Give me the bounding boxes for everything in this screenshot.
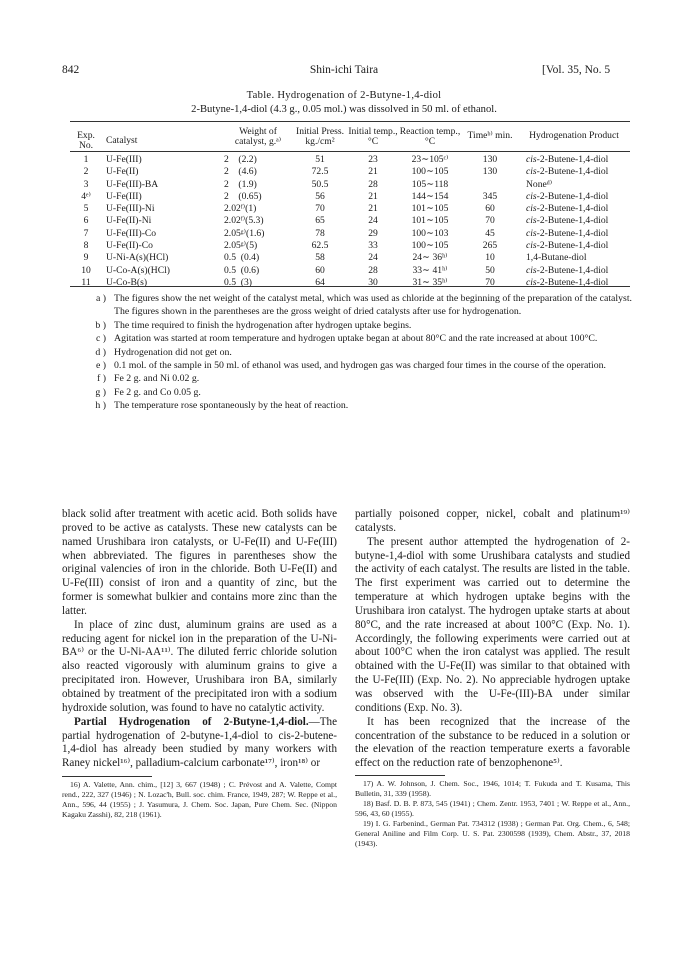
header-pressure: Initial Press. kg./cm²	[296, 126, 344, 147]
row-reaction-temp: 23∼105ᶜ⁾	[411, 154, 449, 165]
footnote-17: 17) A. W. Johnson, J. Chem. Soc., 1946, 1014; T. Fukuda and T. Kusama, This Bulletin, 31, 339 (1958).	[355, 779, 630, 799]
row-exp-no: 3	[83, 178, 89, 190]
row-reaction-temp: 144∼154	[411, 190, 449, 202]
paragraph: partially poisoned copper, nickel, cobalt and platinum¹⁹⁾ catalysts.	[355, 508, 630, 534]
row-catalyst: U-Co-A(s)(HCl)	[106, 264, 170, 276]
header-catalyst: Catalyst	[106, 135, 138, 146]
header-exp-no: Exp. No.	[77, 130, 95, 151]
row-weight: 2 (2.2)	[224, 154, 257, 165]
table-notes	[80, 292, 632, 413]
row-time: 50	[485, 264, 495, 276]
table-row	[70, 215, 630, 227]
row-initial-temp: 29	[368, 227, 378, 239]
note-key: f )	[97, 373, 106, 385]
table-row	[70, 203, 630, 215]
row-product: 1,4-Butane-diol	[526, 252, 587, 264]
row-catalyst: U-Co-B(s)	[106, 276, 148, 288]
table-note	[80, 319, 632, 332]
row-pressure: 64	[315, 276, 325, 288]
row-weight: 2.02ᶠ⁾(5.3)	[224, 215, 264, 227]
row-time: 60	[485, 203, 495, 215]
row-reaction-temp: 101∼105	[411, 203, 449, 215]
table-row	[70, 154, 630, 166]
note-text: 0.1 mol. of the sample in 50 ml. of ethanol was used, and hydrogen gas was charged four times in the course of the operation.	[114, 360, 606, 372]
row-initial-temp: 30	[368, 276, 378, 288]
row-exp-no: 7	[83, 227, 89, 239]
note-key: b )	[95, 319, 106, 331]
row-pressure: 60	[315, 264, 325, 276]
note-key: d )	[95, 346, 106, 358]
row-catalyst: U-Fe(III)-BA	[106, 178, 159, 190]
row-reaction-temp: 100∼103	[411, 227, 449, 239]
footnote-rule	[355, 775, 445, 776]
row-reaction-temp: 100∼105	[411, 166, 449, 178]
row-time: 130	[482, 154, 498, 165]
table-header-row	[70, 127, 630, 152]
row-initial-temp: 24	[368, 215, 378, 227]
row-exp-no: 2	[83, 166, 89, 178]
table-row	[70, 179, 630, 191]
row-weight: 2.02ᶠ⁾(1)	[224, 203, 257, 215]
footnote-16: 16) A. Valette, Ann. chim., [12] 3, 667 (1948) ; C. Prévost and A. Valette, Compt rend., 222, 327 (1946) ; N. Lozac'h, Bull. soc. chim. France, 1949, 287; W. Reppe et al., Ann., 596, 44 (1955) ; J. Yasumura, J. Chem. Soc. Japan, Pure Chem. Sec. (Nippon Kagaku Zasshi), 82, 218 (1961).	[62, 780, 337, 820]
note-key: g )	[95, 386, 106, 398]
row-product: cis-2-Butene-1,4-diol	[526, 203, 609, 215]
row-initial-temp: 21	[368, 190, 378, 202]
note-key: c )	[95, 333, 106, 345]
table-note	[80, 332, 632, 345]
row-exp-no: 5	[83, 203, 89, 215]
table-top-rule	[70, 121, 630, 122]
row-initial-temp: 23	[368, 154, 378, 165]
note-key: e )	[95, 360, 106, 372]
row-pressure: 58	[315, 252, 325, 264]
table-title: Table. Hydrogenation of 2-Butyne-1,4-diol	[246, 90, 442, 101]
row-weight: 2 (1.9)	[224, 178, 257, 190]
note-text: Agitation was started at room temperature and hydrogen uptake began at about 80°C and the rate increased at about 100°C.	[114, 333, 598, 345]
row-reaction-temp: 33∼ 41ʰ⁾	[412, 264, 448, 276]
row-initial-temp: 21	[368, 203, 378, 215]
row-pressure: 51	[315, 154, 325, 165]
row-reaction-temp: 24∼ 36ʰ⁾	[412, 252, 448, 264]
row-product: cis-2-Butene-1,4-diol	[526, 166, 609, 178]
row-initial-temp: 21	[368, 166, 378, 178]
hydrogenation-table	[70, 127, 630, 289]
table-note	[80, 372, 632, 385]
row-reaction-temp: 31∼ 35ʰ⁾	[412, 276, 448, 288]
row-exp-no: 8	[83, 240, 89, 252]
row-product: cis-2-Butene-1,4-diol	[526, 276, 609, 288]
row-product: Noneᵈ⁾	[526, 178, 553, 190]
table-note	[80, 359, 632, 372]
row-weight: 2 (4.6)	[224, 166, 257, 178]
table-subcaption: 2-Butyne-1,4-diol (4.3 g., 0.05 mol.) was dissolved in 50 ml. of ethanol.	[191, 104, 497, 115]
row-catalyst: U-Fe(II)	[106, 166, 139, 178]
paragraph: In place of zinc dust, aluminum grains are used as a reducing agent for nickel ion in the preparation of the U-Ni-BA⁶⁾ or the U-Ni-AA¹¹⁾. The diluted ferric chloride solution also reacted vigorously with aluminum grains to give a precipitated iron. However, Urushibara iron BA, similarly obtained by treatment of the precipitated iron with a sodium hydroxide solution, was found to have no catalytic activity.	[62, 618, 337, 714]
row-time: 10	[485, 252, 495, 264]
page-number: 842	[62, 64, 80, 76]
row-initial-temp: 33	[368, 240, 378, 252]
row-pressure: 62.5	[311, 240, 329, 252]
table-row	[70, 252, 630, 264]
row-exp-no: 4ᵉ⁾	[81, 190, 91, 202]
table-note	[80, 399, 632, 412]
row-pressure: 78	[315, 227, 325, 239]
header-initial-temp: Initial temp., °C	[348, 126, 398, 147]
paragraph: black solid after treatment with acetic acid. Both solids have proved to be active as catalysts. These new catalysts can be named Urushibara iron catalysts, or U-Fe(II) and U-Fe(III) when abbreviated. The figures in parentheses show the original valencies of iron in the chloride. Both U-Fe(II) and U-Fe(III) consist of iron and a quantity of zinc, but the former is somewhat bulkier and contains more zinc than the latter.	[62, 508, 337, 617]
row-initial-temp: 28	[368, 264, 378, 276]
row-time: 70	[485, 215, 495, 227]
row-exp-no: 10	[81, 264, 91, 276]
volume-info: [Vol. 35, No. 5	[542, 64, 611, 76]
note-text: Fe 2 g. and Co 0.05 g.	[114, 386, 201, 398]
row-reaction-temp: 101∼105	[411, 215, 449, 227]
footnote-19: 19) I. G. Farbenind., German Pat. 734312 (1938) ; German Pat. Org. Chem., 6, 548; General Aniline and Film Corp. U. S. Pat. 2300598 (1939), Chem. Abstr., 37, 2018 (1943).	[355, 819, 630, 849]
table-row	[70, 265, 630, 277]
table-row	[70, 277, 630, 289]
running-author: Shin-ichi Taira	[309, 64, 379, 76]
row-time: 265	[482, 240, 498, 252]
table-row	[70, 240, 630, 252]
row-initial-temp: 28	[368, 178, 378, 190]
paragraph: The present author attempted the hydrogenation of 2-butyne-1,4-diol with some Urushibara catalysts and studied the activity of each catalyst. The results are listed in the table. The first experiment was carried out to determine the temperature at which hydrogen uptake begins with the Urushibara iron catalyst. The hydrogen uptake starts at about 80°C, and the rate increased at about 100°C (Exp. No. 1). Accordingly, the following experiments were carried out at about 100°C when the iron catalyst was applied. The result obtained with the U-Fe(II) was similar to that obtained with the U-Fe(III) (Exp. No. 2). No appreciable hydrogen uptake was observed with the U-Fe-(III)-BA under similar conditions (Exp. No. 3).	[355, 535, 630, 714]
table-note	[80, 346, 632, 359]
row-time: 130	[482, 166, 498, 178]
paragraph: It has been recognized that the increase of the concentration of the substance to be reduced in a solution or the elevation of the reaction temperature exerts a favorable effect on the reduction rate of benzophenone⁵⁾.	[355, 715, 630, 770]
table-row	[70, 191, 630, 203]
row-exp-no: 1	[83, 154, 89, 165]
header-product: Hydrogenation Product	[529, 130, 619, 141]
row-pressure: 65	[315, 215, 325, 227]
row-catalyst: U-Fe(III)	[106, 154, 142, 165]
row-pressure: 70	[315, 203, 325, 215]
note-text: The time required to finish the hydrogenation after hydrogen uptake begins.	[114, 319, 412, 331]
row-catalyst: U-Fe(III)-Ni	[106, 203, 155, 215]
header-weight: Weight of catalyst, g.ᵃ⁾	[234, 126, 282, 147]
section-heading: Partial Hydrogenation of 2-Butyne-1,4-diol.	[74, 715, 309, 728]
row-product: cis-2-Butene-1,4-diol	[526, 154, 609, 165]
paragraph: —The partial hydrogenation of 2-butyne-1,4-diol to cis-2-butene-1,4-diol has already been studied by many workers with Raney nickel¹⁶⁾, palladium-calcium carbonate¹⁷⁾, iron¹⁸⁾ or	[62, 715, 337, 770]
row-weight: 2 (0.65)	[224, 190, 262, 202]
row-product: cis-2-Butene-1,4-diol	[526, 240, 609, 252]
row-exp-no: 11	[81, 276, 91, 288]
row-exp-no: 6	[83, 215, 89, 227]
table-row	[70, 166, 630, 178]
note-key: h )	[95, 400, 106, 412]
row-weight: 0.5 (3)	[224, 276, 252, 288]
footnote-18: 18) Basf. D. B. P. 873, 545 (1941) ; Chem. Zentr. 1953, 7401 ; W. Reppe et al., Ann., 596, 43, 60 (1955).	[355, 799, 630, 819]
table-note	[80, 386, 632, 399]
row-time: 345	[482, 190, 498, 202]
note-text: The figures show the net weight of the catalyst metal, which was used as chloride at the beginning of the preparation of the catalyst. The figures shown in the parentheses are the gross weight of dried catalysts after use for hydrogenation.	[114, 293, 632, 318]
row-catalyst: U-Fe(II)-Co	[106, 240, 153, 252]
note-key: a )	[95, 293, 106, 304]
note-text: The temperature rose spontaneously by the heat of reaction.	[114, 400, 349, 412]
footnote-rule	[62, 776, 152, 777]
note-text: Hydrogenation did not get on.	[114, 346, 232, 358]
note-text: Fe 2 g. and Ni 0.02 g.	[114, 373, 200, 385]
row-catalyst: U-Ni-A(s)(HCl)	[106, 252, 169, 264]
row-time: 70	[485, 276, 495, 288]
header-time: Timeᵇ⁾ min.	[467, 130, 513, 141]
row-reaction-temp: 105∼118	[411, 178, 449, 190]
row-weight: 0.5 (0.6)	[224, 264, 260, 276]
row-catalyst: U-Fe(II)-Ni	[106, 215, 152, 227]
row-exp-no: 9	[83, 252, 89, 264]
row-time: 45	[485, 227, 495, 239]
row-product: cis-2-Butene-1,4-diol	[526, 227, 609, 239]
table-bottom-rule	[70, 286, 630, 287]
row-pressure: 56	[315, 190, 325, 202]
row-product: cis-2-Butene-1,4-diol	[526, 264, 609, 276]
header-reaction-temp: Reaction temp., °C	[399, 126, 461, 147]
row-pressure: 72.5	[311, 166, 329, 178]
right-column	[355, 508, 630, 849]
left-column	[62, 508, 337, 820]
row-product: cis-2-Butene-1,4-diol	[526, 190, 609, 202]
row-catalyst: U-Fe(III)	[106, 190, 142, 202]
row-catalyst: U-Fe(III)-Co	[106, 227, 157, 239]
row-reaction-temp: 100∼105	[411, 240, 449, 252]
row-weight: 0.5 (0.4)	[224, 252, 260, 264]
row-initial-temp: 24	[368, 252, 378, 264]
row-weight: 2.05ᵍ⁾(1.6)	[224, 227, 265, 239]
row-product: cis-2-Butene-1,4-diol	[526, 215, 609, 227]
row-time	[462, 179, 518, 191]
row-weight: 2.05ᵍ⁾(5)	[224, 240, 258, 252]
table-row	[70, 228, 630, 240]
table-note	[80, 292, 632, 319]
row-pressure: 50.5	[311, 178, 329, 190]
